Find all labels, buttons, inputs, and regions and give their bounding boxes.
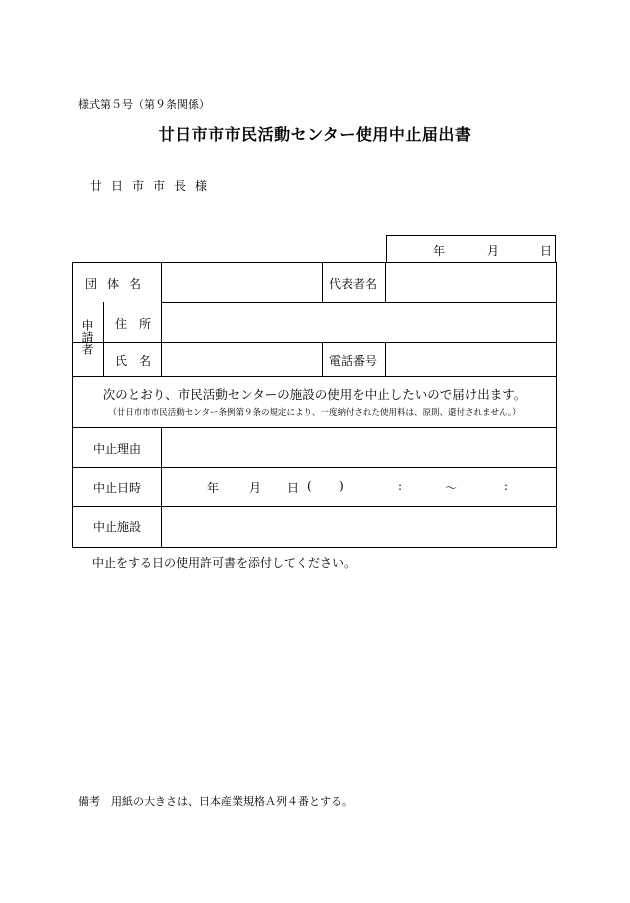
datetime-year-label: 年: [207, 481, 220, 495]
col-divider: [322, 263, 323, 302]
col-divider: [385, 263, 386, 302]
date-box: [386, 235, 556, 262]
addressee: 廿日市市長様: [90, 179, 217, 193]
applicant-section-label: 申請者: [80, 319, 94, 355]
group-name-label: 団体名: [85, 277, 152, 291]
datetime-day-label: 日: [287, 481, 300, 495]
col-divider: [103, 302, 104, 376]
datetime-colon-start: :: [398, 479, 403, 493]
cancel-facility-label: 中止施設: [93, 520, 142, 534]
row-divider: [73, 506, 556, 507]
row-divider: [73, 376, 556, 377]
representative-label: 代表者名: [329, 277, 378, 291]
row-divider: [73, 342, 556, 343]
date-year-label: 年: [433, 244, 446, 258]
notice-subtext: （廿日市市市民活動センター条例第９条の規定により、一度納付された使用料は、原則、還付されません。）: [108, 408, 521, 418]
datetime-tilde: ～: [445, 481, 458, 495]
date-day-label: 日: [540, 244, 553, 258]
col-divider: [322, 342, 323, 376]
col-divider: [161, 427, 162, 547]
datetime-month-label: 月: [249, 481, 262, 495]
row-divider: [73, 427, 556, 428]
phone-label: 電話番号: [329, 354, 378, 368]
col-divider: [385, 342, 386, 376]
address-label: 住所: [115, 317, 164, 331]
page-title: 廿日市市市民活動センター使用中止届出書: [158, 125, 472, 144]
name-label: 氏名: [115, 354, 164, 368]
remarks: 備考 用紙の大きさは、日本産業規格Ａ列４番とする。: [78, 795, 353, 808]
cancel-reason-label: 中止理由: [93, 442, 142, 456]
attachment-note: 中止をする日の使用許可書を添付してください。: [92, 556, 357, 570]
notice-text: 次のとおり、市民活動センターの施設の使用を中止したいので届け出ます。: [102, 387, 527, 402]
date-month-label: 月: [487, 244, 500, 258]
datetime-paren-close: ): [339, 479, 344, 493]
row-divider: [73, 467, 556, 468]
form-number: 様式第５号（第９条関係）: [78, 98, 210, 111]
datetime-paren-open: (: [307, 479, 312, 493]
datetime-colon-end: :: [504, 479, 509, 493]
cancel-datetime-label: 中止日時: [93, 481, 142, 495]
form-table: [72, 262, 557, 548]
row-divider: [161, 302, 556, 303]
